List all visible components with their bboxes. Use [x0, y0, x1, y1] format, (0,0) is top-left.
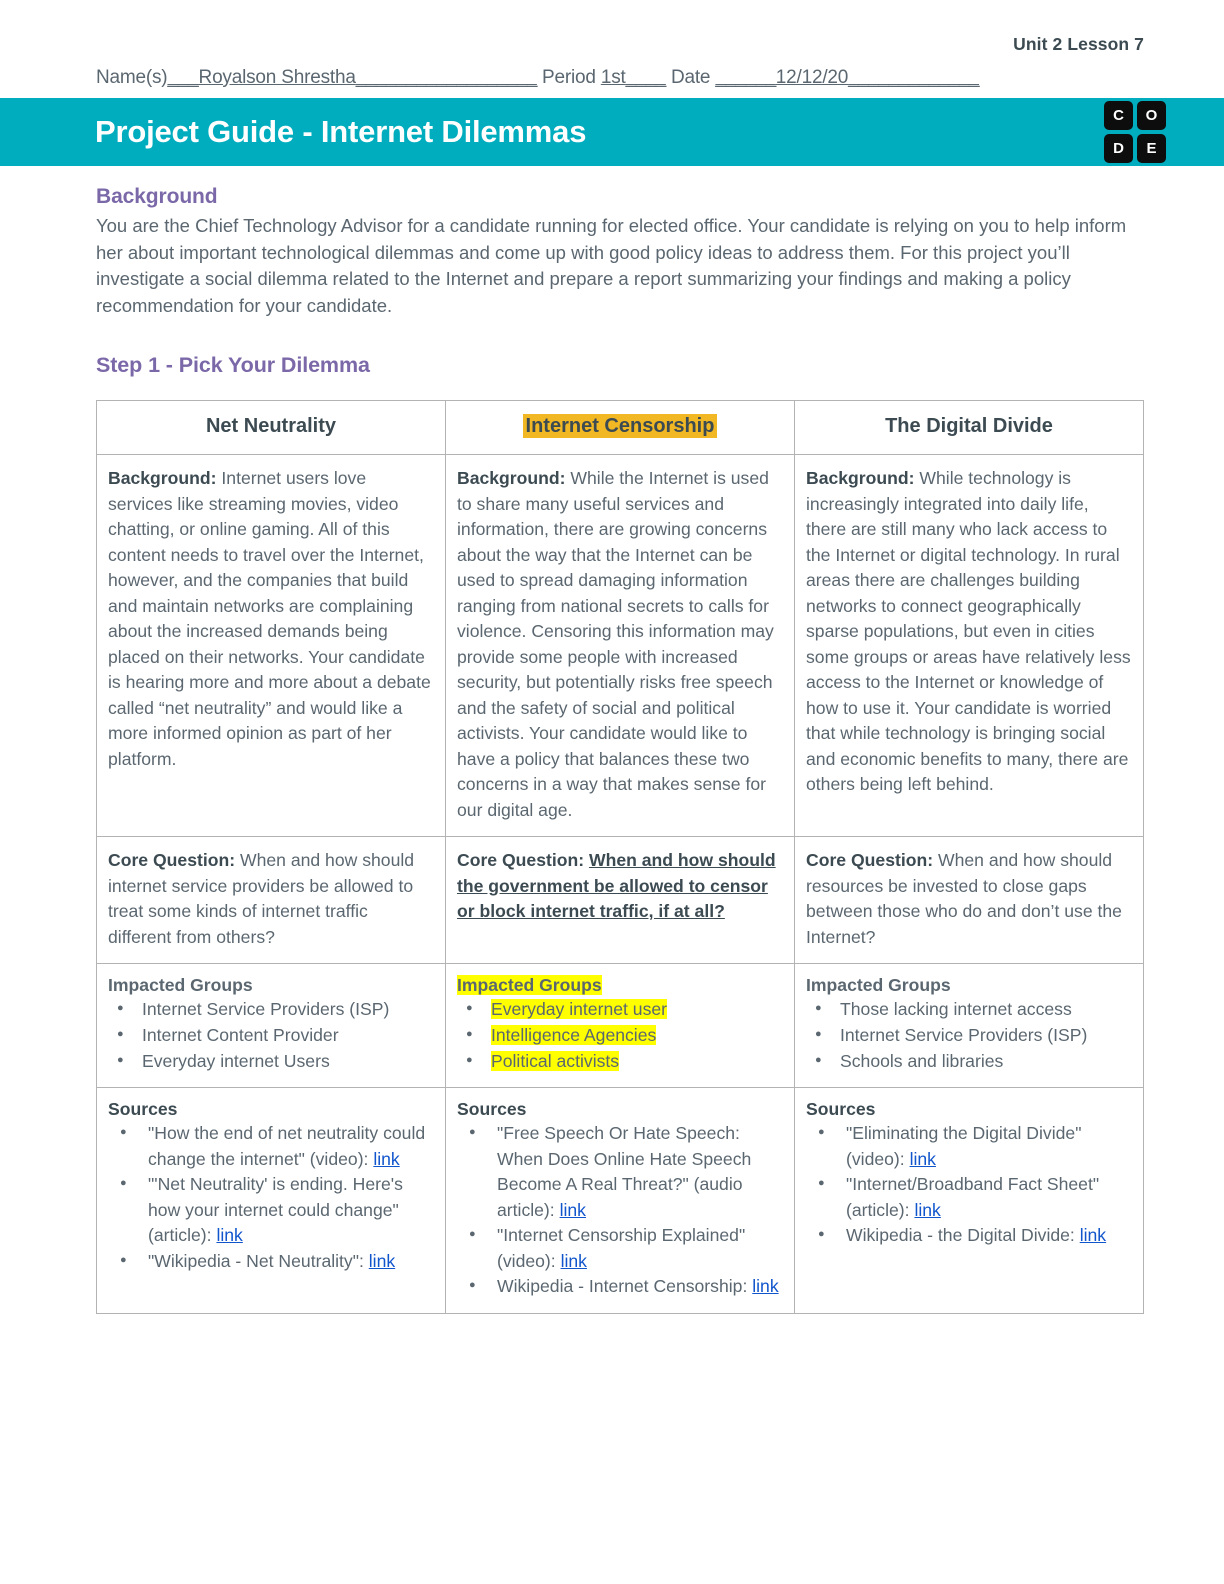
list-item — [142, 1049, 434, 1075]
date-blank-after[interactable]: _____________ — [848, 67, 980, 88]
core-question-text: When and how should resources be invested to close gaps between those who do and don’t use the Internet? — [806, 850, 1122, 947]
source-link[interactable]: link — [1079, 1225, 1107, 1246]
cell-sources-digital-divide — [795, 1088, 1144, 1314]
list-item-text: Those lacking internet access — [840, 999, 1072, 1019]
impacted-groups-title-text: Impacted Groups — [457, 975, 602, 995]
core-question-answer[interactable]: When and how should the government be allowed to censor or block internet traffic, if at all? — [457, 850, 776, 921]
page-title: Project Guide - Internet Dilemmas — [95, 114, 587, 149]
core-question-label: Core Question: — [806, 850, 934, 870]
table-row-impacted-groups — [97, 964, 1144, 1088]
background-text: Internet users love services like streaming movies, video chatting, or online gaming. All of this content needs to travel over the Internet, however, and the companies that build and maintain networks are complaining about the increased demands being placed on their networks. Your candidate is hearing more and more about a debate called “net neutrality” and would like a more informed opinion as part of her platform. — [108, 468, 431, 769]
core-question-label: Core Question: — [457, 850, 585, 870]
cell-sources-net-neutrality — [97, 1088, 446, 1314]
background-heading: Background — [96, 185, 218, 208]
source-text: "Eliminating the Digital Divide" (video): — [846, 1123, 1082, 1169]
core-question-text: When and how should internet service providers be allowed to treat some kinds of internet traffic different from others? — [108, 850, 415, 947]
cell-core-question-internet-censorship — [446, 837, 795, 964]
list-item — [840, 1049, 1132, 1075]
list-item-text: Everyday internet user — [491, 999, 668, 1019]
list-item — [846, 1223, 1132, 1249]
unit-lesson-text: Unit 2 Lesson 7 — [1013, 34, 1144, 54]
background-label: Background: — [108, 468, 217, 488]
period-blank[interactable]: ____ — [625, 67, 666, 88]
impacted-groups-list — [806, 997, 1132, 1074]
title-banner — [0, 98, 1224, 166]
logo-tile-c: C — [1104, 101, 1133, 130]
impacted-groups-title — [108, 975, 434, 996]
list-item-text: Intelligence Agencies — [491, 1024, 657, 1045]
list-item — [840, 997, 1132, 1023]
impacted-groups-title — [457, 975, 783, 996]
table-header-row — [97, 401, 1144, 455]
period-value[interactable]: 1st — [600, 67, 626, 88]
sources-title-text: Sources — [108, 1099, 178, 1120]
source-text: "Internet/Broadband Fact Sheet" (article): — [846, 1174, 1100, 1220]
source-text: "Internet Censorship Explained" (video): — [497, 1225, 746, 1271]
impacted-groups-title-text: Impacted Groups — [108, 975, 253, 995]
list-item — [148, 1249, 434, 1275]
source-text: "Wikipedia - Net Neutrality": — [148, 1250, 369, 1271]
date-value[interactable]: 12/12/20 — [775, 67, 849, 88]
date-label: Date — [670, 67, 711, 88]
cell-sources-internet-censorship — [446, 1088, 795, 1314]
column-title-text: The Digital Divide — [885, 415, 1053, 437]
source-link[interactable]: link — [559, 1199, 586, 1220]
impacted-groups-list — [457, 997, 783, 1074]
list-item-text: Everyday internet Users — [142, 1050, 330, 1071]
step1-heading: Step 1 - Pick Your Dilemma — [96, 353, 370, 377]
background-label: Background: — [806, 468, 915, 488]
column-title-text: Net Neutrality — [205, 415, 337, 437]
sources-title-text: Sources — [806, 1099, 876, 1120]
background-paragraph: You are the Chief Technology Advisor for a candidate running for elected office. Your candidate is relying on you to help inform her about important technological dilemmas and come up with good policy ideas to address them. For this project you’ll investigate a social dilemma related to the Internet and prepare a report summarizing your findings and making a policy recommendation for your candidate. — [96, 215, 1127, 316]
column-header-internet-censorship — [446, 401, 795, 455]
source-text: "How the end of net neutrality could change the internet" (video): — [148, 1123, 426, 1169]
period-label: Period — [542, 67, 596, 88]
list-item[interactable] — [491, 997, 783, 1023]
source-text: "Free Speech Or Hate Speech: When Does Online Hate Speech Become A Real Threat?" (audio article): — [497, 1123, 752, 1220]
cell-impacted-internet-censorship — [446, 964, 795, 1088]
sources-list — [108, 1121, 434, 1274]
source-link[interactable]: link — [373, 1148, 400, 1169]
sources-list — [806, 1121, 1132, 1249]
source-link[interactable]: link — [914, 1199, 941, 1220]
list-item[interactable] — [491, 1049, 783, 1075]
cell-background-net-neutrality — [97, 455, 446, 837]
list-item-text: Schools and libraries — [840, 1050, 1004, 1071]
list-item — [846, 1172, 1132, 1223]
table-row-sources — [97, 1088, 1144, 1314]
cell-impacted-net-neutrality — [97, 964, 446, 1088]
list-item[interactable] — [491, 1023, 783, 1049]
date-blank-before[interactable]: ______ — [715, 67, 776, 88]
column-header-digital-divide — [795, 401, 1144, 455]
cell-impacted-digital-divide — [795, 964, 1144, 1088]
list-item — [142, 1023, 434, 1049]
source-link[interactable]: link — [752, 1276, 779, 1297]
column-header-net-neutrality — [97, 401, 446, 455]
list-item — [142, 997, 434, 1023]
list-item-text: Internet Service Providers (ISP) — [142, 999, 390, 1019]
list-item-text: Internet Content Provider — [142, 1024, 339, 1045]
cell-core-question-net-neutrality — [97, 837, 446, 964]
impacted-groups-title-text: Impacted Groups — [806, 975, 951, 995]
list-item-text: Political activists — [491, 1050, 620, 1071]
list-item — [148, 1172, 434, 1249]
list-item — [846, 1121, 1132, 1172]
source-link[interactable]: link — [368, 1250, 396, 1271]
list-item — [497, 1274, 783, 1300]
table-row-background — [97, 455, 1144, 837]
source-text: Wikipedia - the Digital Divide: — [846, 1225, 1080, 1246]
background-text: While technology is increasingly integrated into daily life, there are still many who lack access to the Internet or digital technology. In rural areas there are challenges building networks to connect geographically sparse populations, but even in cities some groups or areas have relatively less access to the Internet or knowledge of how to use it. Your candidate is worried that while technology is bringing social and economic benefits to many, there are others being left behind. — [806, 468, 1131, 794]
logo-tile-e: E — [1137, 134, 1166, 163]
name-dashes: ___ — [167, 67, 199, 88]
cell-background-internet-censorship — [446, 455, 795, 837]
sources-title — [108, 1099, 434, 1120]
core-question-label: Core Question: — [108, 850, 236, 870]
sources-title — [457, 1099, 783, 1120]
impacted-groups-title — [806, 975, 1132, 996]
logo-tile-d: D — [1104, 134, 1133, 163]
code-org-logo — [1104, 101, 1166, 163]
source-text: Wikipedia - Internet Censorship: — [497, 1276, 753, 1297]
name-blank[interactable]: __________________ — [355, 67, 537, 88]
student-info-line — [96, 67, 1058, 89]
logo-tile-o: O — [1137, 101, 1166, 130]
source-link[interactable]: link — [216, 1225, 243, 1246]
sources-title — [806, 1099, 1132, 1120]
list-item — [840, 1023, 1132, 1049]
cell-background-digital-divide — [795, 455, 1144, 837]
table-row-core-question — [97, 837, 1144, 964]
name-value[interactable]: Royalson Shrestha — [198, 67, 356, 88]
cell-core-question-digital-divide — [795, 837, 1144, 964]
list-item — [497, 1121, 783, 1223]
impacted-groups-list — [108, 997, 434, 1074]
list-item — [148, 1121, 434, 1172]
background-text: While the Internet is used to share many useful services and information, there are growing concerns about the way that the Internet can be used to spread damaging information ranging from national secrets to calls for violence. Censoring this information may provide some people with increased security, but potentially risks free speech and the safety of social and political activists. Your candidate would like to have a policy that balances these two concerns in a way that makes sense for our digital age. — [457, 468, 774, 820]
source-text: "'Net Neutrality' is ending. Here's how your internet could change" (article): — [148, 1174, 403, 1246]
list-item-text: Internet Service Providers (ISP) — [840, 1024, 1088, 1045]
source-link[interactable]: link — [560, 1250, 587, 1271]
sources-title-text: Sources — [457, 1099, 527, 1120]
sources-list — [457, 1121, 783, 1300]
source-link[interactable]: link — [909, 1148, 936, 1169]
background-label: Background: — [457, 468, 566, 488]
name-label: Name(s) — [96, 67, 168, 88]
unit-lesson-label — [0, 0, 1224, 55]
column-title-text: Internet Censorship — [523, 414, 718, 438]
list-item — [497, 1223, 783, 1274]
dilemma-table — [96, 400, 1144, 1314]
